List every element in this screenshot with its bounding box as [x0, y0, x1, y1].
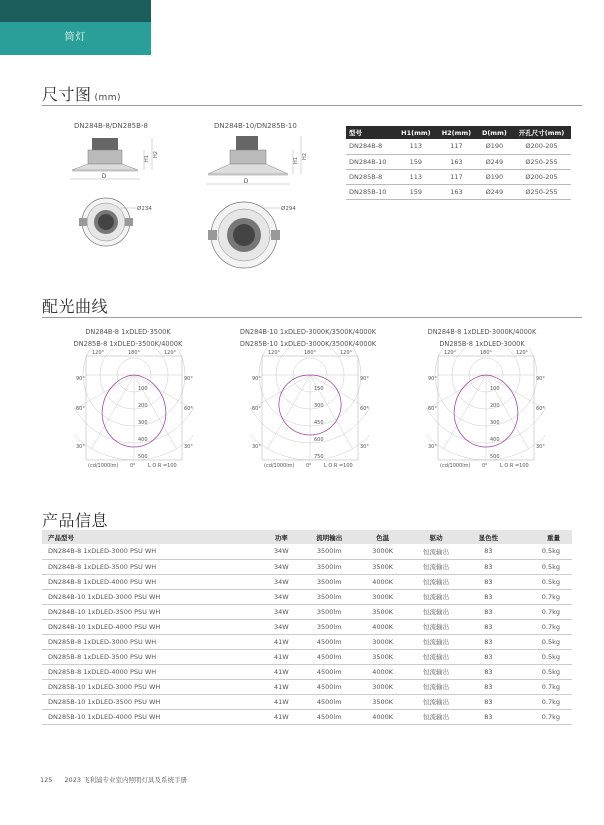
cell-lumen: 3500lm — [300, 559, 358, 574]
curve-1-caption-line1: DN284B-8 1xDLED-3500K — [85, 328, 171, 336]
driver-box — [92, 138, 118, 150]
cell-cutout: Ø250-255 — [512, 154, 571, 169]
ring-label-3: 300 — [138, 420, 148, 426]
curve-2-caption — [224, 328, 392, 348]
cell-cri: 83 — [465, 589, 511, 604]
dimension-table-header — [346, 126, 571, 139]
col-h2: H2(mm) — [436, 126, 477, 139]
table-row — [42, 694, 572, 709]
cell-driver: 恒流输出 — [407, 544, 465, 559]
cell-cct: 3500K — [358, 559, 407, 574]
dimensions-unit: (mm) — [94, 93, 122, 103]
curves-title: 配光曲线 — [42, 297, 109, 316]
cell-product-model: DN284B-8 1xDLED-3500 PSU WH — [42, 559, 262, 574]
cell-model: DN284B-8 — [346, 139, 396, 154]
angle-120-right: 120° — [339, 350, 352, 356]
col-model: 型号 — [346, 126, 396, 139]
ring-label-2: 300 — [314, 403, 324, 409]
angle-180: 180° — [303, 350, 317, 356]
ring-label-5: 750 — [314, 454, 324, 460]
col-cct: 色温 — [358, 530, 407, 544]
led-core — [233, 224, 255, 246]
cell-cri: 83 — [465, 664, 511, 679]
cell-lumen: 3500lm — [300, 604, 358, 619]
cell-cutout: Ø200-205 — [512, 169, 571, 184]
cell-driver: 恒流输出 — [407, 709, 465, 724]
col-cutout: 开孔尺寸(mm) — [512, 126, 571, 139]
cell-power: 41W — [262, 634, 300, 649]
cell-lumen: 4500lm — [300, 709, 358, 724]
h2-label: H2 — [153, 151, 159, 158]
cell-model: DN285B-8 — [346, 169, 396, 184]
table-row — [346, 154, 571, 169]
ring-label-2: 200 — [138, 403, 148, 409]
ring-label-5: 500 — [490, 454, 500, 460]
cell-driver: 恒流输出 — [407, 634, 465, 649]
dimensions-rule — [42, 105, 582, 106]
cell-weight: 0.5kg — [512, 634, 572, 649]
cell-cri: 83 — [465, 709, 511, 724]
ring-label-3: 450 — [314, 420, 324, 426]
lor-label: L O R =100 — [500, 463, 529, 469]
cell-power: 41W — [262, 709, 300, 724]
angle-60-left: 60° — [252, 406, 261, 412]
col-cri: 显色性 — [465, 530, 511, 544]
cell-cri: 83 — [465, 604, 511, 619]
col-lumen: 流明输出 — [300, 530, 358, 544]
table-row — [42, 619, 572, 634]
angle-60-right: 60° — [360, 406, 369, 412]
angle-180: 180° — [479, 350, 493, 356]
cell-weight: 0.5kg — [512, 664, 572, 679]
angle-30-right: 30° — [360, 444, 369, 450]
ring-label-5: 500 — [138, 454, 148, 460]
cell-weight: 0.5kg — [512, 544, 572, 559]
cell-h1: 113 — [396, 169, 437, 184]
housing — [230, 150, 266, 164]
zero-angle-label: 0° — [482, 463, 488, 469]
page-footer — [40, 775, 187, 784]
cell-h2: 163 — [436, 184, 477, 199]
curve-3-caption-line1: DN284B-8 1xDLED-3000K/4000K — [427, 328, 537, 336]
angle-90-left: 90° — [76, 376, 85, 382]
cell-h1: 113 — [396, 139, 437, 154]
reflector — [72, 164, 138, 170]
cell-product-model: DN284B-8 1xDLED-4000 PSU WH — [42, 574, 262, 589]
units-label: (cd/1000lm) — [264, 463, 295, 469]
cell-cct: 3000K — [358, 544, 407, 559]
curve-3-caption-line2: DN285B-8 1xDLED-3000K — [439, 340, 525, 348]
cell-d: Ø190 — [477, 169, 512, 184]
cell-driver: 恒流输出 — [407, 664, 465, 679]
table-row — [42, 544, 572, 559]
cell-h2: 163 — [436, 154, 477, 169]
spring-clip-right — [271, 230, 280, 240]
drawing-b-caption: DN284B-10/DN285B-10 — [214, 122, 297, 130]
housing — [88, 150, 122, 164]
angle-30-left: 30° — [252, 444, 261, 450]
angle-60-right: 60° — [536, 406, 545, 412]
cell-power: 34W — [262, 559, 300, 574]
angle-90-right: 90° — [184, 376, 193, 382]
cell-cri: 83 — [465, 559, 511, 574]
col-weight: 重量 — [512, 530, 572, 544]
zero-angle-label: 0° — [306, 463, 312, 469]
polar-diagram-1 — [74, 348, 194, 470]
col-product-model: 产品型号 — [42, 530, 262, 544]
cell-power: 34W — [262, 544, 300, 559]
cell-product-model: DN285B-8 1xDLED-3000 PSU WH — [42, 634, 262, 649]
cell-product-model: DN284B-10 1xDLED-3000 PSU WH — [42, 589, 262, 604]
cell-weight: 0.7kg — [512, 709, 572, 724]
cell-lumen: 3500lm — [300, 619, 358, 634]
cell-driver: 恒流输出 — [407, 619, 465, 634]
cell-power: 34W — [262, 604, 300, 619]
ring-label-4: 400 — [138, 437, 148, 443]
angle-120-right: 120° — [163, 350, 176, 356]
cell-d: Ø249 — [477, 184, 512, 199]
ring-label-2: 200 — [490, 403, 500, 409]
cell-product-model: DN285B-10 1xDLED-3500 PSU WH — [42, 694, 262, 709]
cell-power: 41W — [262, 649, 300, 664]
angle-120-right: 120° — [515, 350, 528, 356]
dimensions-title — [42, 82, 121, 105]
angle-30-left: 30° — [428, 444, 437, 450]
table-row — [42, 559, 572, 574]
curve-3-caption — [412, 328, 552, 348]
col-h1: H1(mm) — [396, 126, 437, 139]
cell-lumen: 3500lm — [300, 574, 358, 589]
curve-1-caption-line2: DN285B-8 1xDLED-3500K/4000K — [73, 340, 183, 348]
section-tab — [0, 0, 151, 55]
cell-h1: 159 — [396, 184, 437, 199]
ring-label-1: 100 — [138, 386, 148, 392]
publication-title: 2023 飞利浦专业室内照明灯具及系统手册 — [64, 776, 188, 784]
ring-label-4: 600 — [314, 437, 324, 443]
cell-cct: 3000K — [358, 634, 407, 649]
col-power: 功率 — [262, 530, 300, 544]
led-core — [98, 214, 114, 230]
cell-lumen: 3500lm — [300, 544, 358, 559]
drawing-a-caption: DN284B-8/DN285B-8 — [74, 122, 148, 130]
table-row — [42, 604, 572, 619]
angle-60-left: 60° — [428, 406, 437, 412]
cell-power: 34W — [262, 574, 300, 589]
cell-power: 41W — [262, 694, 300, 709]
cell-cri: 83 — [465, 649, 511, 664]
cell-driver: 恒流输出 — [407, 604, 465, 619]
cell-lumen: 4500lm — [300, 649, 358, 664]
cell-weight: 0.5kg — [512, 649, 572, 664]
cell-cct: 4000K — [358, 664, 407, 679]
table-row — [42, 634, 572, 649]
cell-model: DN284B-10 — [346, 154, 396, 169]
lor-label: L O R =100 — [148, 463, 177, 469]
cell-cct: 4000K — [358, 709, 407, 724]
cutout-label: Ø294 — [281, 206, 296, 212]
table-row — [346, 169, 571, 184]
angle-90-right: 90° — [360, 376, 369, 382]
h1-label: H1 — [293, 157, 299, 164]
cell-cct: 3500K — [358, 694, 407, 709]
cell-driver: 恒流输出 — [407, 694, 465, 709]
cell-cct: 3500K — [358, 649, 407, 664]
cell-driver: 恒流输出 — [407, 559, 465, 574]
cell-product-model: DN285B-10 1xDLED-4000 PSU WH — [42, 709, 262, 724]
angle-90-left: 90° — [252, 376, 261, 382]
angle-90-right: 90° — [536, 376, 545, 382]
table-row — [42, 589, 572, 604]
cell-h1: 159 — [396, 154, 437, 169]
table-row — [42, 574, 572, 589]
lor-label: L O R =100 — [324, 463, 353, 469]
cell-weight: 0.5kg — [512, 559, 572, 574]
angle-120-left: 120° — [444, 350, 457, 356]
h2-label: H2 — [302, 153, 308, 160]
cell-driver: 恒流输出 — [407, 589, 465, 604]
cell-product-model: DN284B-8 1xDLED-3000 PSU WH — [42, 544, 262, 559]
angle-90-left: 90° — [428, 376, 437, 382]
spring-clip-left — [208, 230, 217, 240]
curve-1-caption — [58, 328, 198, 348]
units-label: (cd/1000lm) — [88, 463, 119, 469]
curves-rule — [42, 317, 582, 318]
cell-weight: 0.7kg — [512, 589, 572, 604]
product-table — [42, 530, 572, 725]
angle-60-left: 60° — [76, 406, 85, 412]
angle-120-left: 120° — [92, 350, 105, 356]
product-table-header — [42, 530, 572, 544]
cell-weight: 0.7kg — [512, 694, 572, 709]
cell-cutout: Ø250-255 — [512, 184, 571, 199]
cutout-label: Ø234 — [137, 206, 152, 212]
cell-cutout: Ø200-205 — [512, 139, 571, 154]
cell-cct: 3000K — [358, 679, 407, 694]
driver-box — [236, 136, 258, 150]
cell-cri: 83 — [465, 679, 511, 694]
col-driver: 驱动 — [407, 530, 465, 544]
table-row — [42, 649, 572, 664]
cell-driver: 恒流输出 — [407, 574, 465, 589]
angle-60-right: 60° — [184, 406, 193, 412]
drawing-a-top-view — [72, 196, 172, 252]
h1-label: H1 — [144, 155, 150, 162]
cell-cct: 3000K — [358, 589, 407, 604]
page-number: 125 — [40, 776, 53, 784]
cell-lumen: 4500lm — [300, 664, 358, 679]
cell-weight: 0.5kg — [512, 574, 572, 589]
ring-label-1: 100 — [490, 386, 500, 392]
angle-30-right: 30° — [536, 444, 545, 450]
cell-lumen: 4500lm — [300, 679, 358, 694]
table-row — [42, 664, 572, 679]
tab-stripe — [0, 0, 151, 22]
cell-h2: 117 — [436, 169, 477, 184]
cell-weight: 0.7kg — [512, 604, 572, 619]
angle-30-right: 30° — [184, 444, 193, 450]
dimension-table — [346, 126, 571, 200]
cell-cri: 83 — [465, 574, 511, 589]
curve-2-caption-line1: DN284B-10 1xDLED-3000K/3500K/4000K — [239, 328, 377, 336]
cell-d: Ø249 — [477, 154, 512, 169]
cell-weight: 0.7kg — [512, 679, 572, 694]
drawing-b-side-view — [200, 132, 310, 192]
table-row — [346, 139, 571, 154]
cell-cri: 83 — [465, 634, 511, 649]
col-d: D(mm) — [477, 126, 512, 139]
zero-angle-label: 0° — [130, 463, 136, 469]
cell-product-model: DN284B-10 1xDLED-3500 PSU WH — [42, 604, 262, 619]
cell-lumen: 4500lm — [300, 634, 358, 649]
cell-lumen: 4500lm — [300, 694, 358, 709]
cell-power: 41W — [262, 664, 300, 679]
polar-diagram-3 — [426, 348, 546, 470]
reflector — [208, 164, 288, 174]
spring-clip-left — [79, 218, 87, 226]
cell-power: 34W — [262, 589, 300, 604]
angle-180: 180° — [127, 350, 141, 356]
cell-product-model: DN285B-10 1xDLED-3000 PSU WH — [42, 679, 262, 694]
drawing-b-top-view — [200, 198, 310, 272]
cell-product-model: DN285B-8 1xDLED-4000 PSU WH — [42, 664, 262, 679]
cell-cct: 3500K — [358, 604, 407, 619]
cell-product-model: DN285B-8 1xDLED-3500 PSU WH — [42, 649, 262, 664]
cell-cri: 83 — [465, 694, 511, 709]
cell-model: DN285B-10 — [346, 184, 396, 199]
products-title: 产品信息 — [42, 511, 109, 530]
angle-30-left: 30° — [76, 444, 85, 450]
ring-label-1: 150 — [314, 386, 324, 392]
angle-120-left: 120° — [268, 350, 281, 356]
cell-power: 34W — [262, 619, 300, 634]
spring-clip-right — [125, 218, 133, 226]
cell-cri: 83 — [465, 619, 511, 634]
cell-lumen: 3500lm — [300, 589, 358, 604]
cell-driver: 恒流输出 — [407, 649, 465, 664]
curve-2-caption-line2: DN285B-10 1xDLED-3000K/3500K/4000K — [239, 340, 377, 348]
cell-h2: 117 — [436, 139, 477, 154]
ring-label-4: 400 — [490, 437, 500, 443]
cell-weight: 0.7kg — [512, 619, 572, 634]
drawing-a-side-view — [68, 132, 168, 188]
ring-label-3: 300 — [490, 420, 500, 426]
cell-driver: 恒流输出 — [407, 679, 465, 694]
table-row — [346, 184, 571, 199]
cell-cct: 4000K — [358, 619, 407, 634]
cell-d: Ø190 — [477, 139, 512, 154]
dimensions-title-text: 尺寸图 — [42, 85, 92, 104]
table-row — [42, 709, 572, 724]
tab-label: 筒灯 — [64, 32, 87, 43]
cell-cct: 4000K — [358, 574, 407, 589]
cell-power: 41W — [262, 679, 300, 694]
units-label: (cd/1000lm) — [440, 463, 471, 469]
cell-product-model: DN284B-10 1xDLED-4000 PSU WH — [42, 619, 262, 634]
polar-diagram-2 — [250, 348, 370, 470]
cell-cri: 83 — [465, 544, 511, 559]
d-label: D — [243, 178, 249, 185]
table-row — [42, 679, 572, 694]
d-label: D — [101, 173, 107, 180]
